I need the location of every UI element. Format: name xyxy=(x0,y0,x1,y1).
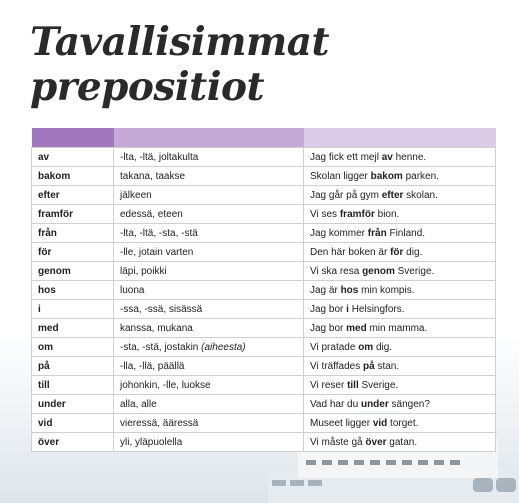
example-text-start: Jag bor xyxy=(310,303,347,315)
meaning-cell xyxy=(114,319,304,338)
example-cell xyxy=(304,376,496,395)
example-preposition: efter xyxy=(381,189,404,201)
meaning-text: kanssa, mukana xyxy=(120,322,193,334)
table-row xyxy=(32,433,496,452)
example-text-end: Sverige. xyxy=(358,379,399,391)
meaning-note: (aiheesta) xyxy=(201,341,246,353)
page-title xyxy=(30,20,329,110)
preposition-cell: framför xyxy=(32,205,114,224)
preposition-cell: i xyxy=(32,300,114,319)
example-text-end: stan. xyxy=(374,360,400,372)
table-header-row xyxy=(32,128,496,148)
meaning-cell xyxy=(114,148,304,167)
meaning-text: -ssa, -ssä, sisässä xyxy=(120,303,203,315)
page-title-line1: Tavallisimmat xyxy=(30,19,330,65)
meaning-cell xyxy=(114,167,304,186)
table-row xyxy=(32,186,496,205)
preposition-cell: med xyxy=(32,319,114,338)
example-text-start: Vi reser xyxy=(310,379,348,391)
meaning-text: läpi, poikki xyxy=(120,265,167,277)
example-cell xyxy=(304,186,496,205)
preposition-cell: över xyxy=(32,433,114,452)
meaning-cell xyxy=(114,205,304,224)
example-text-end: skolan. xyxy=(403,189,438,201)
example-cell xyxy=(304,167,496,186)
example-cell xyxy=(304,395,496,414)
meaning-cell xyxy=(114,357,304,376)
preposition-cell: hos xyxy=(32,281,114,300)
example-cell xyxy=(304,281,496,300)
example-text-start: Vi måste gå xyxy=(310,436,366,448)
meaning-cell xyxy=(114,281,304,300)
example-preposition: hos xyxy=(340,284,359,296)
example-text-end: dig. xyxy=(403,246,423,258)
example-cell xyxy=(304,262,496,281)
example-preposition: till xyxy=(347,379,359,391)
example-preposition: över xyxy=(365,436,387,448)
header-cell-preposition xyxy=(32,128,114,148)
meaning-text: takana, taakse xyxy=(120,170,186,182)
meaning-text: yli, yläpuolella xyxy=(120,436,183,448)
prepositions-table xyxy=(31,128,496,452)
meaning-cell xyxy=(114,224,304,243)
example-text-end: sängen? xyxy=(388,398,430,410)
meaning-cell xyxy=(114,395,304,414)
example-text-start: Vi träffades xyxy=(310,360,363,372)
example-cell xyxy=(304,148,496,167)
table-row xyxy=(32,376,496,395)
preposition-cell: om xyxy=(32,338,114,357)
example-cell xyxy=(304,433,496,452)
header-cell-example xyxy=(304,128,496,148)
example-text-end: gatan. xyxy=(386,436,418,448)
example-text-end: Helsingfors. xyxy=(348,303,405,315)
example-preposition: för xyxy=(390,246,404,258)
preposition-cell: till xyxy=(32,376,114,395)
example-preposition: bakom xyxy=(370,170,403,182)
table-row xyxy=(32,414,496,433)
meaning-cell xyxy=(114,243,304,262)
example-preposition: från xyxy=(367,227,387,239)
example-text-start: Jag är xyxy=(310,284,341,296)
table-row xyxy=(32,338,496,357)
meaning-cell xyxy=(114,338,304,357)
example-preposition: på xyxy=(363,360,375,372)
example-cell xyxy=(304,205,496,224)
preposition-cell: bakom xyxy=(32,167,114,186)
preposition-cell: efter xyxy=(32,186,114,205)
example-cell xyxy=(304,243,496,262)
example-text-end: torget. xyxy=(387,417,419,429)
example-text-end: parken. xyxy=(402,170,439,182)
table-row xyxy=(32,148,496,167)
table-row xyxy=(32,224,496,243)
example-cell xyxy=(304,338,496,357)
table-row xyxy=(32,319,496,338)
preposition-cell: genom xyxy=(32,262,114,281)
meaning-cell xyxy=(114,414,304,433)
example-text-start: Museet ligger xyxy=(310,417,373,429)
meaning-text: -lle, jotain varten xyxy=(120,246,194,258)
meaning-text: johonkin, -lle, luokse xyxy=(120,379,211,391)
table-row xyxy=(32,205,496,224)
example-cell xyxy=(304,414,496,433)
page-title-line2: prepositiot xyxy=(30,64,265,110)
example-text-start: Vi ska resa xyxy=(310,265,363,277)
table-row xyxy=(32,243,496,262)
table-row xyxy=(32,167,496,186)
example-text-start: Skolan ligger xyxy=(310,170,371,182)
example-text-end: Finland. xyxy=(386,227,426,239)
example-text-end: min kompis. xyxy=(358,284,415,296)
example-preposition: med xyxy=(346,322,367,334)
meaning-cell xyxy=(114,300,304,319)
example-text-end: henne. xyxy=(392,151,427,163)
example-preposition: av xyxy=(381,151,393,163)
example-text-start: Den här boken är xyxy=(310,246,391,258)
example-text-start: Jag går på gym xyxy=(310,189,382,201)
preposition-cell: på xyxy=(32,357,114,376)
preposition-cell: under xyxy=(32,395,114,414)
meaning-text: luona xyxy=(120,284,145,296)
meaning-text: -lla, -llä, päällä xyxy=(120,360,185,372)
meaning-cell xyxy=(114,433,304,452)
example-text-start: Vi ses xyxy=(310,208,340,220)
meaning-text: alla, alle xyxy=(120,398,157,410)
meaning-text: edessä, eteen xyxy=(120,208,183,220)
example-preposition: framför xyxy=(339,208,375,220)
table-row xyxy=(32,281,496,300)
example-preposition: genom xyxy=(362,265,395,277)
table-row xyxy=(32,262,496,281)
example-cell xyxy=(304,224,496,243)
meaning-text: -lta, -ltä, -sta, -stä xyxy=(120,227,198,239)
example-text-start: Jag fick ett mejl xyxy=(310,151,382,163)
example-preposition: om xyxy=(358,341,374,353)
meaning-text: -sta, -stä, jostakin xyxy=(120,341,202,353)
example-preposition: vid xyxy=(372,417,388,429)
example-text-start: Jag bor xyxy=(310,322,347,334)
example-cell xyxy=(304,319,496,338)
example-preposition: i xyxy=(346,303,349,315)
table-row xyxy=(32,357,496,376)
example-text-end: dig. xyxy=(373,341,393,353)
meaning-cell xyxy=(114,262,304,281)
example-text-start: Vad har du xyxy=(310,398,361,410)
table-row xyxy=(32,395,496,414)
example-text-start: Vi pratade xyxy=(310,341,359,353)
meaning-cell xyxy=(114,186,304,205)
example-text-end: bion. xyxy=(374,208,400,220)
table-row xyxy=(32,300,496,319)
example-text-start: Jag kommer xyxy=(310,227,368,239)
header-cell-meaning xyxy=(114,128,304,148)
meaning-text: vieressä, ääressä xyxy=(120,417,199,429)
example-text-end: Sverige. xyxy=(394,265,435,277)
preposition-cell: vid xyxy=(32,414,114,433)
preposition-cell: av xyxy=(32,148,114,167)
example-cell xyxy=(304,300,496,319)
meaning-cell xyxy=(114,376,304,395)
example-cell xyxy=(304,357,496,376)
example-text-end: min mamma. xyxy=(366,322,428,334)
preposition-cell: för xyxy=(32,243,114,262)
meaning-text: -lta, -ltä, joltakulta xyxy=(120,151,199,163)
preposition-cell: från xyxy=(32,224,114,243)
meaning-text: jälkeen xyxy=(120,189,152,201)
example-preposition: under xyxy=(360,398,389,410)
